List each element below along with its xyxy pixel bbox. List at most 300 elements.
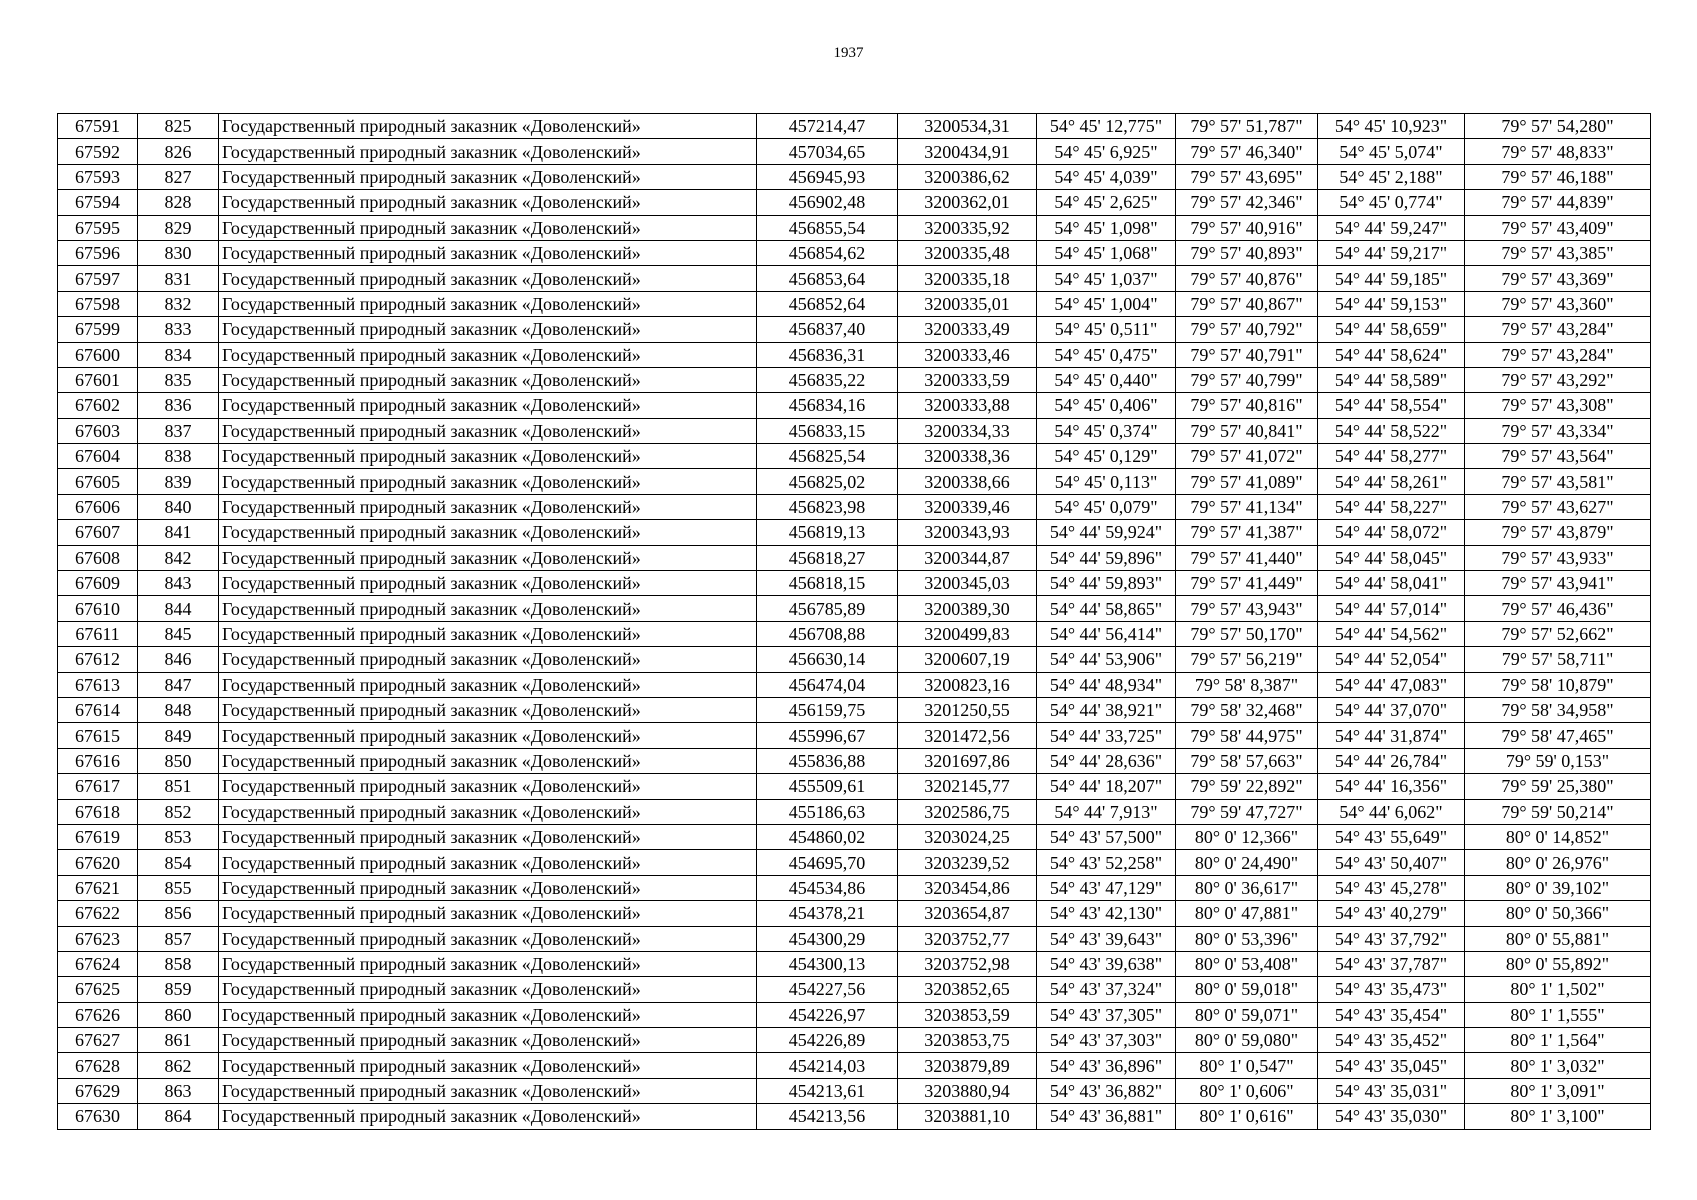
cell-latitude-2: 54° 44' 31,874"	[1318, 723, 1465, 748]
cell-row-number: 67600	[58, 342, 138, 367]
cell-longitude-2: 80° 1' 3,032"	[1465, 1053, 1651, 1078]
cell-coord-y: 3202586,75	[898, 799, 1037, 824]
cell-point-number: 841	[138, 520, 219, 545]
cell-coord-x: 456818,15	[757, 571, 898, 596]
cell-row-number: 67606	[58, 494, 138, 519]
cell-row-number: 67629	[58, 1078, 138, 1103]
cell-coord-x: 456902,48	[757, 190, 898, 215]
cell-longitude-2: 79° 57' 48,833"	[1465, 139, 1651, 164]
cell-latitude-1: 54° 45' 0,079"	[1037, 494, 1176, 519]
table-row	[58, 317, 1651, 342]
table-row	[58, 748, 1651, 773]
cell-point-number: 835	[138, 367, 219, 392]
cell-latitude-1: 54° 44' 59,896"	[1037, 545, 1176, 570]
cell-longitude-2: 80° 1' 1,555"	[1465, 1002, 1651, 1027]
cell-latitude-1: 54° 43' 37,324"	[1037, 977, 1176, 1002]
cell-coord-x: 454534,86	[757, 875, 898, 900]
cell-row-number: 67595	[58, 215, 138, 240]
table-row	[58, 697, 1651, 722]
cell-latitude-2: 54° 43' 45,278"	[1318, 875, 1465, 900]
cell-row-number: 67609	[58, 571, 138, 596]
table-row	[58, 240, 1651, 265]
cell-coord-x: 454860,02	[757, 824, 898, 849]
cell-latitude-2: 54° 44' 58,045"	[1318, 545, 1465, 570]
cell-latitude-2: 54° 44' 58,589"	[1318, 367, 1465, 392]
cell-longitude-1: 79° 57' 51,787"	[1176, 114, 1318, 139]
cell-longitude-2: 79° 59' 0,153"	[1465, 748, 1651, 773]
cell-latitude-1: 54° 43' 37,305"	[1037, 1002, 1176, 1027]
table-row	[58, 647, 1651, 672]
cell-longitude-1: 79° 57' 40,841"	[1176, 418, 1318, 443]
cell-object-name: Государственный природный заказник «Доволенский»	[219, 647, 757, 672]
cell-row-number: 67618	[58, 799, 138, 824]
cell-point-number: 853	[138, 824, 219, 849]
cell-longitude-1: 80° 1' 0,616"	[1176, 1104, 1318, 1129]
cell-row-number: 67614	[58, 697, 138, 722]
table-row	[58, 723, 1651, 748]
cell-point-number: 831	[138, 266, 219, 291]
cell-object-name: Государственный природный заказник «Доволенский»	[219, 571, 757, 596]
cell-point-number: 837	[138, 418, 219, 443]
cell-object-name: Государственный природный заказник «Доволенский»	[219, 774, 757, 799]
cell-point-number: 849	[138, 723, 219, 748]
cell-longitude-2: 80° 0' 26,976"	[1465, 850, 1651, 875]
table-row	[58, 1053, 1651, 1078]
cell-row-number: 67613	[58, 672, 138, 697]
cell-point-number: 825	[138, 114, 219, 139]
table-row	[58, 977, 1651, 1002]
cell-longitude-2: 79° 57' 43,369"	[1465, 266, 1651, 291]
cell-point-number: 858	[138, 951, 219, 976]
cell-latitude-2: 54° 44' 57,014"	[1318, 596, 1465, 621]
cell-object-name: Государственный природный заказник «Доволенский»	[219, 596, 757, 621]
cell-point-number: 860	[138, 1002, 219, 1027]
cell-longitude-1: 79° 58' 32,468"	[1176, 697, 1318, 722]
cell-latitude-2: 54° 45' 2,188"	[1318, 164, 1465, 189]
cell-coord-x: 456825,54	[757, 444, 898, 469]
cell-row-number: 67611	[58, 621, 138, 646]
cell-coord-y: 3201472,56	[898, 723, 1037, 748]
cell-latitude-1: 54° 45' 1,068"	[1037, 240, 1176, 265]
cell-object-name: Государственный природный заказник «Доволенский»	[219, 444, 757, 469]
cell-row-number: 67624	[58, 951, 138, 976]
cell-row-number: 67601	[58, 367, 138, 392]
table-row	[58, 850, 1651, 875]
cell-object-name: Государственный природный заказник «Доволенский»	[219, 469, 757, 494]
cell-latitude-2: 54° 44' 59,247"	[1318, 215, 1465, 240]
cell-row-number: 67604	[58, 444, 138, 469]
cell-object-name: Государственный природный заказник «Доволенский»	[219, 850, 757, 875]
cell-latitude-2: 54° 43' 55,649"	[1318, 824, 1465, 849]
cell-object-name: Государственный природный заказник «Доволенский»	[219, 1078, 757, 1103]
table-row	[58, 596, 1651, 621]
cell-point-number: 850	[138, 748, 219, 773]
cell-coord-x: 456159,75	[757, 697, 898, 722]
cell-object-name: Государственный природный заказник «Доволенский»	[219, 799, 757, 824]
cell-object-name: Государственный природный заказник «Доволенский»	[219, 723, 757, 748]
table-row	[58, 571, 1651, 596]
cell-row-number: 67619	[58, 824, 138, 849]
table-row	[58, 672, 1651, 697]
cell-longitude-1: 80° 0' 59,018"	[1176, 977, 1318, 1002]
cell-longitude-1: 80° 0' 59,071"	[1176, 1002, 1318, 1027]
cell-longitude-1: 79° 57' 40,799"	[1176, 367, 1318, 392]
cell-object-name: Государственный природный заказник «Доволенский»	[219, 393, 757, 418]
cell-latitude-1: 54° 45' 0,374"	[1037, 418, 1176, 443]
cell-latitude-1: 54° 43' 36,896"	[1037, 1053, 1176, 1078]
cell-longitude-1: 79° 57' 40,916"	[1176, 215, 1318, 240]
cell-latitude-2: 54° 44' 58,277"	[1318, 444, 1465, 469]
cell-latitude-1: 54° 44' 7,913"	[1037, 799, 1176, 824]
cell-coord-x: 454213,61	[757, 1078, 898, 1103]
cell-coord-y: 3200434,91	[898, 139, 1037, 164]
cell-longitude-2: 79° 57' 43,941"	[1465, 571, 1651, 596]
cell-latitude-2: 54° 44' 37,070"	[1318, 697, 1465, 722]
cell-latitude-2: 54° 43' 35,030"	[1318, 1104, 1465, 1129]
cell-longitude-1: 79° 59' 22,892"	[1176, 774, 1318, 799]
cell-latitude-2: 54° 44' 58,072"	[1318, 520, 1465, 545]
cell-longitude-2: 79° 59' 50,214"	[1465, 799, 1651, 824]
cell-latitude-2: 54° 45' 10,923"	[1318, 114, 1465, 139]
cell-coord-x: 456708,88	[757, 621, 898, 646]
cell-point-number: 847	[138, 672, 219, 697]
cell-latitude-2: 54° 43' 35,473"	[1318, 977, 1465, 1002]
cell-latitude-2: 54° 44' 52,054"	[1318, 647, 1465, 672]
cell-row-number: 67622	[58, 901, 138, 926]
cell-longitude-2: 79° 59' 25,380"	[1465, 774, 1651, 799]
cell-longitude-1: 79° 57' 42,346"	[1176, 190, 1318, 215]
cell-latitude-2: 54° 43' 35,452"	[1318, 1028, 1465, 1053]
cell-row-number: 67598	[58, 291, 138, 316]
cell-coord-y: 3200338,36	[898, 444, 1037, 469]
cell-coord-y: 3203752,77	[898, 926, 1037, 951]
cell-longitude-2: 80° 0' 55,892"	[1465, 951, 1651, 976]
cell-object-name: Государственный природный заказник «Доволенский»	[219, 748, 757, 773]
cell-row-number: 67602	[58, 393, 138, 418]
cell-coord-x: 454300,29	[757, 926, 898, 951]
cell-latitude-1: 54° 45' 0,440"	[1037, 367, 1176, 392]
table-row	[58, 190, 1651, 215]
cell-latitude-1: 54° 44' 56,414"	[1037, 621, 1176, 646]
coordinates-table-body	[58, 114, 1651, 1130]
cell-object-name: Государственный природный заказник «Доволенский»	[219, 824, 757, 849]
cell-object-name: Государственный природный заказник «Доволенский»	[219, 342, 757, 367]
cell-coord-x: 456854,62	[757, 240, 898, 265]
cell-latitude-2: 54° 44' 58,041"	[1318, 571, 1465, 596]
table-row	[58, 266, 1651, 291]
cell-latitude-1: 54° 44' 59,924"	[1037, 520, 1176, 545]
cell-longitude-1: 79° 57' 41,072"	[1176, 444, 1318, 469]
table-row	[58, 215, 1651, 240]
cell-coord-x: 456823,98	[757, 494, 898, 519]
cell-latitude-1: 54° 45' 0,511"	[1037, 317, 1176, 342]
table-row	[58, 901, 1651, 926]
cell-longitude-2: 79° 57' 43,360"	[1465, 291, 1651, 316]
cell-longitude-1: 80° 0' 24,490"	[1176, 850, 1318, 875]
cell-longitude-1: 80° 0' 53,408"	[1176, 951, 1318, 976]
cell-longitude-2: 79° 57' 58,711"	[1465, 647, 1651, 672]
cell-point-number: 843	[138, 571, 219, 596]
cell-point-number: 855	[138, 875, 219, 900]
cell-row-number: 67607	[58, 520, 138, 545]
cell-latitude-2: 54° 45' 0,774"	[1318, 190, 1465, 215]
cell-latitude-1: 54° 43' 39,643"	[1037, 926, 1176, 951]
cell-point-number: 838	[138, 444, 219, 469]
cell-coord-x: 454214,03	[757, 1053, 898, 1078]
cell-latitude-1: 54° 43' 42,130"	[1037, 901, 1176, 926]
cell-longitude-1: 79° 59' 47,727"	[1176, 799, 1318, 824]
table-row	[58, 1078, 1651, 1103]
cell-latitude-1: 54° 43' 37,303"	[1037, 1028, 1176, 1053]
cell-longitude-1: 79° 57' 40,791"	[1176, 342, 1318, 367]
cell-latitude-2: 54° 44' 58,522"	[1318, 418, 1465, 443]
cell-longitude-2: 79° 57' 54,280"	[1465, 114, 1651, 139]
cell-longitude-1: 79° 57' 56,219"	[1176, 647, 1318, 672]
cell-longitude-1: 80° 0' 59,080"	[1176, 1028, 1318, 1053]
cell-latitude-1: 54° 45' 12,775"	[1037, 114, 1176, 139]
cell-latitude-1: 54° 45' 0,475"	[1037, 342, 1176, 367]
cell-latitude-2: 54° 44' 54,562"	[1318, 621, 1465, 646]
cell-row-number: 67605	[58, 469, 138, 494]
cell-object-name: Государственный природный заказник «Доволенский»	[219, 190, 757, 215]
cell-object-name: Государственный природный заказник «Доволенский»	[219, 901, 757, 926]
cell-row-number: 67630	[58, 1104, 138, 1129]
cell-latitude-1: 54° 43' 47,129"	[1037, 875, 1176, 900]
cell-latitude-2: 54° 44' 16,356"	[1318, 774, 1465, 799]
cell-coord-x: 454227,56	[757, 977, 898, 1002]
cell-longitude-1: 80° 1' 0,547"	[1176, 1053, 1318, 1078]
cell-longitude-2: 79° 57' 43,385"	[1465, 240, 1651, 265]
cell-point-number: 844	[138, 596, 219, 621]
cell-longitude-2: 80° 0' 55,881"	[1465, 926, 1651, 951]
cell-latitude-1: 54° 45' 1,098"	[1037, 215, 1176, 240]
cell-coord-x: 456474,04	[757, 672, 898, 697]
cell-object-name: Государственный природный заказник «Доволенский»	[219, 114, 757, 139]
cell-object-name: Государственный природный заказник «Доволенский»	[219, 266, 757, 291]
cell-object-name: Государственный природный заказник «Доволенский»	[219, 291, 757, 316]
cell-object-name: Государственный природный заказник «Доволенский»	[219, 215, 757, 240]
cell-longitude-2: 79° 57' 43,308"	[1465, 393, 1651, 418]
cell-point-number: 851	[138, 774, 219, 799]
cell-latitude-1: 54° 45' 0,406"	[1037, 393, 1176, 418]
cell-longitude-1: 80° 1' 0,606"	[1176, 1078, 1318, 1103]
cell-latitude-2: 54° 44' 6,062"	[1318, 799, 1465, 824]
cell-point-number: 845	[138, 621, 219, 646]
cell-row-number: 67626	[58, 1002, 138, 1027]
cell-latitude-1: 54° 43' 52,258"	[1037, 850, 1176, 875]
cell-latitude-2: 54° 43' 35,031"	[1318, 1078, 1465, 1103]
table-row	[58, 367, 1651, 392]
cell-latitude-1: 54° 44' 53,906"	[1037, 647, 1176, 672]
table-row	[58, 545, 1651, 570]
cell-longitude-1: 80° 0' 12,366"	[1176, 824, 1318, 849]
cell-latitude-1: 54° 45' 2,625"	[1037, 190, 1176, 215]
cell-row-number: 67591	[58, 114, 138, 139]
cell-longitude-2: 79° 57' 43,284"	[1465, 342, 1651, 367]
cell-longitude-1: 80° 0' 53,396"	[1176, 926, 1318, 951]
cell-latitude-2: 54° 44' 58,554"	[1318, 393, 1465, 418]
cell-longitude-2: 80° 0' 39,102"	[1465, 875, 1651, 900]
cell-coord-y: 3200344,87	[898, 545, 1037, 570]
cell-longitude-2: 79° 57' 43,409"	[1465, 215, 1651, 240]
cell-point-number: 857	[138, 926, 219, 951]
cell-object-name: Государственный природный заказник «Доволенский»	[219, 520, 757, 545]
cell-point-number: 856	[138, 901, 219, 926]
cell-latitude-1: 54° 44' 58,865"	[1037, 596, 1176, 621]
cell-coord-y: 3200607,19	[898, 647, 1037, 672]
cell-latitude-2: 54° 43' 35,454"	[1318, 1002, 1465, 1027]
cell-point-number: 852	[138, 799, 219, 824]
cell-object-name: Государственный природный заказник «Доволенский»	[219, 926, 757, 951]
cell-latitude-1: 54° 45' 1,037"	[1037, 266, 1176, 291]
cell-point-number: 829	[138, 215, 219, 240]
cell-point-number: 832	[138, 291, 219, 316]
cell-point-number: 863	[138, 1078, 219, 1103]
cell-coord-y: 3200335,01	[898, 291, 1037, 316]
table-row	[58, 774, 1651, 799]
cell-latitude-1: 54° 43' 57,500"	[1037, 824, 1176, 849]
cell-coord-x: 454300,13	[757, 951, 898, 976]
cell-object-name: Государственный природный заказник «Доволенский»	[219, 367, 757, 392]
cell-row-number: 67593	[58, 164, 138, 189]
cell-row-number: 67615	[58, 723, 138, 748]
cell-object-name: Государственный природный заказник «Доволенский»	[219, 1028, 757, 1053]
cell-coord-x: 456819,13	[757, 520, 898, 545]
cell-object-name: Государственный природный заказник «Доволенский»	[219, 164, 757, 189]
cell-longitude-2: 80° 1' 3,091"	[1465, 1078, 1651, 1103]
table-row	[58, 494, 1651, 519]
cell-row-number: 67620	[58, 850, 138, 875]
cell-latitude-2: 54° 45' 5,074"	[1318, 139, 1465, 164]
cell-longitude-1: 80° 0' 47,881"	[1176, 901, 1318, 926]
cell-latitude-2: 54° 43' 37,787"	[1318, 951, 1465, 976]
cell-latitude-1: 54° 44' 18,207"	[1037, 774, 1176, 799]
cell-longitude-1: 79° 57' 41,387"	[1176, 520, 1318, 545]
cell-longitude-1: 79° 57' 43,695"	[1176, 164, 1318, 189]
cell-longitude-1: 79° 57' 41,089"	[1176, 469, 1318, 494]
cell-row-number: 67599	[58, 317, 138, 342]
cell-coord-y: 3203454,86	[898, 875, 1037, 900]
cell-latitude-2: 54° 43' 37,792"	[1318, 926, 1465, 951]
cell-point-number: 839	[138, 469, 219, 494]
cell-row-number: 67616	[58, 748, 138, 773]
cell-latitude-1: 54° 44' 33,725"	[1037, 723, 1176, 748]
cell-longitude-1: 79° 57' 40,867"	[1176, 291, 1318, 316]
cell-coord-x: 455186,63	[757, 799, 898, 824]
cell-coord-x: 457034,65	[757, 139, 898, 164]
cell-latitude-1: 54° 43' 39,638"	[1037, 951, 1176, 976]
cell-longitude-1: 79° 58' 8,387"	[1176, 672, 1318, 697]
cell-coord-x: 454213,56	[757, 1104, 898, 1129]
cell-coord-x: 456837,40	[757, 317, 898, 342]
cell-coord-y: 3200343,93	[898, 520, 1037, 545]
cell-longitude-2: 79° 58' 47,465"	[1465, 723, 1651, 748]
cell-latitude-1: 54° 45' 4,039"	[1037, 164, 1176, 189]
cell-object-name: Государственный природный заказник «Доволенский»	[219, 1053, 757, 1078]
cell-longitude-2: 79° 57' 46,436"	[1465, 596, 1651, 621]
cell-coord-y: 3200333,49	[898, 317, 1037, 342]
cell-latitude-2: 54° 44' 58,227"	[1318, 494, 1465, 519]
cell-coord-y: 3200333,88	[898, 393, 1037, 418]
cell-coord-y: 3203852,65	[898, 977, 1037, 1002]
page-number: 1937	[833, 45, 864, 61]
cell-longitude-2: 80° 0' 14,852"	[1465, 824, 1651, 849]
cell-object-name: Государственный природный заказник «Доволенский»	[219, 672, 757, 697]
cell-row-number: 67592	[58, 139, 138, 164]
cell-coord-x: 455509,61	[757, 774, 898, 799]
cell-coord-x: 456833,15	[757, 418, 898, 443]
table-row	[58, 1104, 1651, 1129]
cell-row-number: 67608	[58, 545, 138, 570]
cell-longitude-1: 79° 58' 44,975"	[1176, 723, 1318, 748]
cell-longitude-1: 79° 57' 40,792"	[1176, 317, 1318, 342]
table-row	[58, 875, 1651, 900]
cell-coord-y: 3203239,52	[898, 850, 1037, 875]
table-row	[58, 926, 1651, 951]
cell-row-number: 67625	[58, 977, 138, 1002]
cell-object-name: Государственный природный заказник «Доволенский»	[219, 977, 757, 1002]
cell-longitude-2: 79° 57' 43,292"	[1465, 367, 1651, 392]
table-row	[58, 291, 1651, 316]
cell-coord-x: 455836,88	[757, 748, 898, 773]
cell-coord-y: 3201697,86	[898, 748, 1037, 773]
cell-latitude-2: 54° 44' 59,217"	[1318, 240, 1465, 265]
cell-coord-y: 3200334,33	[898, 418, 1037, 443]
cell-longitude-2: 80° 0' 50,366"	[1465, 901, 1651, 926]
cell-coord-x: 456855,54	[757, 215, 898, 240]
cell-object-name: Государственный природный заказник «Доволенский»	[219, 621, 757, 646]
cell-latitude-1: 54° 45' 1,004"	[1037, 291, 1176, 316]
cell-point-number: 842	[138, 545, 219, 570]
cell-latitude-2: 54° 44' 47,083"	[1318, 672, 1465, 697]
cell-coord-x: 454226,97	[757, 1002, 898, 1027]
cell-object-name: Государственный природный заказник «Доволенский»	[219, 875, 757, 900]
table-row	[58, 393, 1651, 418]
table-row	[58, 824, 1651, 849]
cell-longitude-2: 79° 57' 43,284"	[1465, 317, 1651, 342]
cell-coord-x: 454378,21	[757, 901, 898, 926]
cell-longitude-1: 79° 58' 57,663"	[1176, 748, 1318, 773]
cell-latitude-2: 54° 44' 59,185"	[1318, 266, 1465, 291]
cell-latitude-2: 54° 43' 35,045"	[1318, 1053, 1465, 1078]
cell-object-name: Государственный природный заказник «Доволенский»	[219, 1104, 757, 1129]
table-row	[58, 114, 1651, 139]
table-row	[58, 799, 1651, 824]
cell-coord-y: 3200339,46	[898, 494, 1037, 519]
cell-coord-y: 3203853,59	[898, 1002, 1037, 1027]
cell-point-number: 848	[138, 697, 219, 722]
table-row	[58, 621, 1651, 646]
cell-latitude-2: 54° 44' 59,153"	[1318, 291, 1465, 316]
cell-latitude-2: 54° 44' 58,261"	[1318, 469, 1465, 494]
cell-coord-x: 456785,89	[757, 596, 898, 621]
cell-row-number: 67597	[58, 266, 138, 291]
cell-object-name: Государственный природный заказник «Доволенский»	[219, 545, 757, 570]
table-row	[58, 951, 1651, 976]
cell-longitude-2: 79° 58' 10,879"	[1465, 672, 1651, 697]
cell-row-number: 67594	[58, 190, 138, 215]
cell-longitude-1: 79° 57' 40,876"	[1176, 266, 1318, 291]
table-row	[58, 469, 1651, 494]
cell-coord-y: 3200335,92	[898, 215, 1037, 240]
cell-object-name: Государственный природный заказник «Доволенский»	[219, 317, 757, 342]
cell-longitude-2: 80° 1' 3,100"	[1465, 1104, 1651, 1129]
cell-longitude-1: 80° 0' 36,617"	[1176, 875, 1318, 900]
cell-latitude-1: 54° 44' 48,934"	[1037, 672, 1176, 697]
cell-row-number: 67603	[58, 418, 138, 443]
cell-coord-y: 3200823,16	[898, 672, 1037, 697]
cell-point-number: 846	[138, 647, 219, 672]
